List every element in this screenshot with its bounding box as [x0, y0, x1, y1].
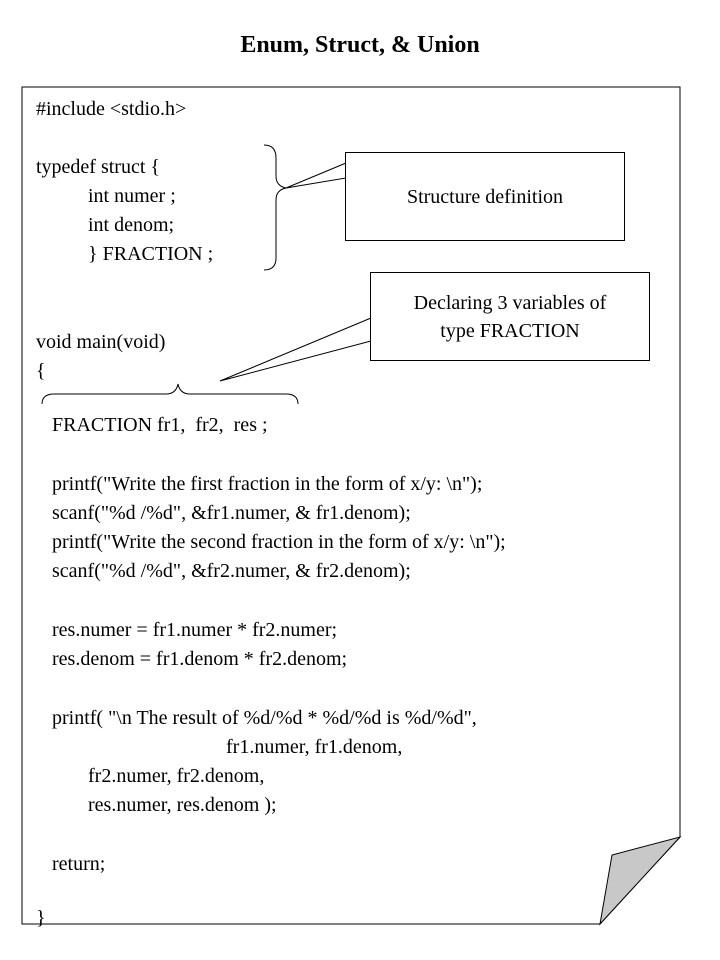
slide-title: Enum, Struct, & Union: [240, 32, 480, 58]
code-line-numer: int numer ;: [88, 185, 176, 207]
code-line-main: void main(void): [36, 331, 166, 353]
code-line-fraction-close: } FRACTION ;: [88, 243, 214, 265]
code-line-args-fr1: fr1.numer, fr1.denom,: [226, 736, 403, 758]
code-line-close-brace: }: [36, 907, 46, 929]
declaring-variables-callout: [370, 272, 650, 361]
code-line-args-fr2: fr2.numer, fr2.denom,: [88, 765, 265, 787]
code-line-args-res: res.numer, res.denom );: [88, 794, 277, 816]
structure-definition-label: Structure definition: [406, 185, 564, 208]
code-line-printf-second: printf("Write the second fraction in the form of x/y: \n");: [52, 531, 506, 553]
code-line-include: #include <stdio.h>: [36, 98, 187, 120]
code-line-printf-first: printf("Write the first fraction in the form of x/y: \n");: [52, 473, 483, 495]
code-line-typedef: typedef struct {: [36, 156, 161, 178]
structure-definition-callout: [345, 152, 625, 241]
code-line-printf-result: printf( "\n The result of %d/%d * %d/%d is %d/%d",: [52, 707, 477, 729]
code-line-declare: FRACTION fr1, fr2, res ;: [52, 414, 268, 436]
code-line-scanf-first: scanf("%d /%d", &fr1.numer, & fr1.denom);: [52, 502, 411, 524]
code-line-open-brace: {: [36, 360, 46, 382]
declaring-label-line2: type FRACTION: [440, 319, 580, 342]
code-line-denom: int denom;: [88, 214, 175, 236]
declaring-label-line1: Declaring 3 variables of: [413, 291, 607, 314]
code-line-return: return;: [52, 853, 106, 875]
code-line-res-denom: res.denom = fr1.denom * fr2.denom;: [52, 648, 348, 670]
code-line-scanf-second: scanf("%d /%d", &fr2.numer, & fr2.denom);: [52, 560, 411, 582]
code-line-res-numer: res.numer = fr1.numer * fr2.numer;: [52, 619, 338, 641]
